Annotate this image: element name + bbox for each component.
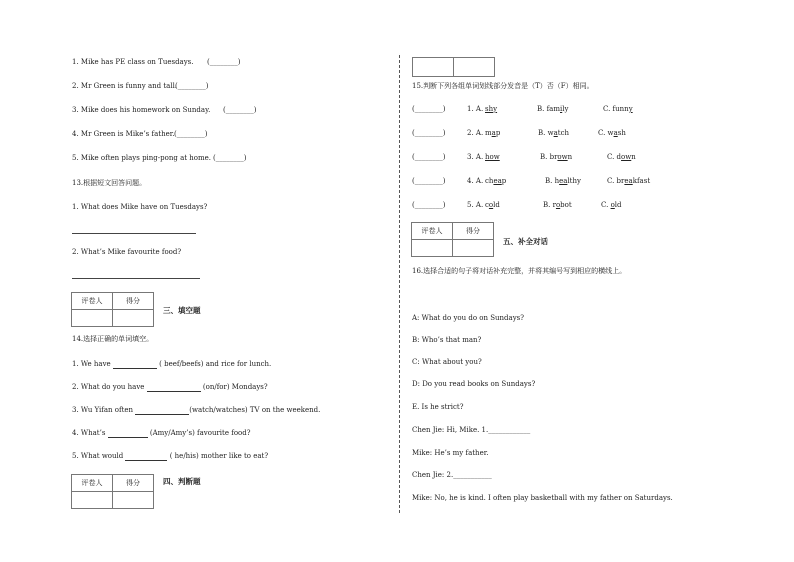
option-b bbox=[545, 177, 581, 185]
dialogue-line: Chen Jie: Hi, Mike. 1.____________ bbox=[412, 426, 531, 434]
q14-item bbox=[72, 383, 268, 392]
option-c bbox=[601, 201, 622, 209]
q14-text-pre: 5. What would bbox=[72, 452, 126, 460]
score-cell[interactable] bbox=[113, 492, 154, 509]
q14-text-pre: 3. Wu Yifan often bbox=[72, 406, 136, 414]
answer-line-1[interactable] bbox=[72, 232, 196, 234]
word-part: B. r bbox=[543, 201, 556, 209]
word-part: kfast bbox=[632, 177, 651, 185]
answer-paren[interactable]: (________) bbox=[175, 82, 209, 90]
section-5-title: 五、补全对话 bbox=[503, 237, 548, 246]
option-a bbox=[485, 153, 500, 161]
underlined-part: ea bbox=[624, 177, 633, 185]
dialogue-option: D: Do you read books on Sundays? bbox=[412, 380, 536, 388]
q14-text-post: (on/for) Mondays? bbox=[200, 383, 268, 391]
grader-header: 评卷人 bbox=[72, 475, 113, 492]
underlined-part: ow bbox=[557, 153, 568, 161]
dialogue-line: Mike: No, he is kind. I often play basketball with my father on Saturdays. bbox=[412, 494, 673, 502]
underlined-part: i bbox=[560, 105, 563, 113]
word-part: sh bbox=[617, 129, 626, 137]
score-header: 得分 bbox=[113, 293, 154, 310]
q13-item-2: 2. What’s Mike favourite food? bbox=[72, 248, 182, 256]
option-a bbox=[485, 201, 500, 209]
q14-text-pre: 2. What do you have bbox=[72, 383, 147, 391]
fill-blank[interactable] bbox=[125, 452, 167, 461]
answer-paren[interactable]: (________) bbox=[207, 58, 241, 66]
q14-text-post: (Amy/Amy’s) favourite food? bbox=[147, 429, 251, 437]
answer-paren[interactable]: (________) bbox=[174, 130, 208, 138]
q14-item bbox=[72, 452, 268, 461]
option-b bbox=[538, 129, 569, 137]
word-part: c bbox=[485, 201, 489, 209]
underlined-part: h bbox=[485, 153, 490, 161]
score-table-5 bbox=[411, 222, 494, 257]
word-part: lthy bbox=[567, 177, 581, 185]
score-header: 得分 bbox=[113, 475, 154, 492]
tf-item: 3. Mike does his homework on Sunday. bbox=[72, 106, 211, 114]
fill-blank[interactable] bbox=[135, 406, 189, 415]
item-number: 5. A. bbox=[467, 201, 484, 209]
tf-item: 1. Mike has PE class on Tuesdays. bbox=[72, 58, 194, 66]
q14-text-post: ( beef/beefs) and rice for lunch. bbox=[156, 360, 272, 368]
underlined-part: ea bbox=[493, 177, 502, 185]
score-table-3 bbox=[71, 292, 154, 327]
fill-blank[interactable] bbox=[147, 383, 201, 392]
answer-line-2[interactable] bbox=[72, 277, 200, 279]
word-part: n bbox=[631, 153, 636, 161]
q13-title: 13.根据短文回答问题。 bbox=[72, 179, 147, 187]
q14-text-post: ( he/his) mother like to eat? bbox=[167, 452, 269, 460]
dialogue-option: A: What do you do on Sundays? bbox=[412, 314, 525, 322]
underlined-part: ea bbox=[559, 177, 568, 185]
option-a bbox=[485, 105, 497, 113]
underlined-part: o bbox=[488, 201, 494, 209]
q14-item bbox=[72, 360, 271, 369]
word-part: p bbox=[501, 177, 507, 185]
score-table-top-fragment bbox=[412, 57, 495, 77]
q14-text-pre: 4. What’s bbox=[72, 429, 108, 437]
underlined-part: ow bbox=[621, 153, 632, 161]
answer-paren[interactable]: (________) bbox=[412, 153, 446, 161]
underlined-part: y bbox=[628, 105, 633, 113]
answer-paren[interactable]: (________) bbox=[412, 105, 446, 113]
word-part: C. br bbox=[607, 177, 625, 185]
answer-paren[interactable]: (________) bbox=[412, 129, 446, 137]
fill-blank[interactable] bbox=[113, 360, 157, 369]
underlined-part: a bbox=[613, 129, 618, 137]
option-c bbox=[603, 105, 633, 113]
grader-cell[interactable] bbox=[72, 492, 113, 509]
q14-title: 14.选择正确的单词填空。 bbox=[72, 335, 154, 343]
q13-item-1: 1. What does Mike have on Tuesdays? bbox=[72, 203, 208, 211]
score-header: 得分 bbox=[453, 223, 494, 240]
word-part: ch bbox=[485, 177, 494, 185]
answer-paren[interactable]: (________) bbox=[412, 201, 446, 209]
underlined-part: sh bbox=[485, 105, 494, 113]
grader-cell[interactable] bbox=[72, 310, 113, 327]
word-part: ly bbox=[562, 105, 569, 113]
dialogue-line: Mike: He’s my father. bbox=[412, 449, 489, 457]
underlined-part: y bbox=[493, 105, 498, 113]
word-part: C. d bbox=[607, 153, 622, 161]
score-cell[interactable] bbox=[113, 310, 154, 327]
option-a bbox=[485, 129, 500, 137]
q15-title: 15.判断下列各组单词划线部分发音是（T）否（F）相同。 bbox=[412, 82, 594, 90]
section-3-title: 三、填空题 bbox=[163, 306, 201, 315]
column-divider bbox=[399, 55, 400, 513]
underlined-part: a bbox=[491, 129, 496, 137]
option-a bbox=[485, 177, 506, 185]
item-number: 1. A. bbox=[467, 105, 484, 113]
underlined-part: ow bbox=[489, 153, 500, 161]
option-b bbox=[543, 201, 572, 209]
answer-paren[interactable]: (________) bbox=[223, 106, 257, 114]
grader-header: 评卷人 bbox=[412, 223, 453, 240]
word-part: ld bbox=[493, 201, 500, 209]
grader-cell[interactable] bbox=[413, 58, 454, 77]
fill-blank[interactable] bbox=[108, 429, 148, 438]
word-part: B. h bbox=[545, 177, 560, 185]
tf-item: 2. Mr Green is funny and tall. bbox=[72, 82, 178, 90]
underlined-part: a bbox=[553, 129, 558, 137]
option-c bbox=[598, 129, 626, 137]
grader-cell[interactable] bbox=[412, 240, 453, 257]
grader-header: 评卷人 bbox=[72, 293, 113, 310]
option-b bbox=[537, 105, 568, 113]
option-c bbox=[607, 177, 650, 185]
word-part: C. w bbox=[598, 129, 614, 137]
word-part: C. funn bbox=[603, 105, 629, 113]
option-b bbox=[540, 153, 572, 161]
item-number: 3. A. bbox=[467, 153, 484, 161]
dialogue-option: C: What about you? bbox=[412, 358, 482, 366]
section-4-title: 四、判断题 bbox=[163, 477, 201, 486]
q16-title: 16.选择合适的句子将对话补充完整，并将其编号写到相应的横线上。 bbox=[412, 267, 627, 275]
q14-item bbox=[72, 406, 320, 415]
word-part: B. br bbox=[540, 153, 558, 161]
option-c bbox=[607, 153, 636, 161]
word-part: B. fam bbox=[537, 105, 560, 113]
dialogue-option: E. Is he strict? bbox=[412, 403, 464, 411]
score-table-4 bbox=[71, 474, 154, 509]
tf-item: 5. Mike often plays ping-pong at home. bbox=[72, 154, 212, 162]
answer-paren[interactable]: (________) bbox=[213, 154, 247, 162]
q14-item bbox=[72, 429, 250, 438]
score-cell[interactable] bbox=[453, 240, 494, 257]
underlined-part: o bbox=[555, 201, 561, 209]
tf-item: 4. Mr Green is Mike’s father. bbox=[72, 130, 175, 138]
word-part: n bbox=[567, 153, 573, 161]
underlined-part: o bbox=[610, 201, 615, 209]
dialogue-line: Chen Jie: 2.___________ bbox=[412, 471, 492, 479]
q14-text-pre: 1. We have bbox=[72, 360, 113, 368]
word-part: B. w bbox=[538, 129, 554, 137]
q14-text-post: (watch/watches) TV on the weekend. bbox=[189, 406, 321, 414]
word-part: p bbox=[495, 129, 501, 137]
answer-paren[interactable]: (________) bbox=[412, 177, 446, 185]
word-part: bot bbox=[560, 201, 572, 209]
word-part: m bbox=[485, 129, 492, 137]
word-part: tch bbox=[557, 129, 570, 137]
word-part: ld bbox=[614, 201, 622, 209]
item-number: 2. A. bbox=[467, 129, 484, 137]
word-part: C. bbox=[601, 201, 611, 209]
item-number: 4. A. bbox=[467, 177, 484, 185]
score-cell[interactable] bbox=[454, 58, 495, 77]
dialogue-option: B: Who’s that man? bbox=[412, 336, 482, 344]
